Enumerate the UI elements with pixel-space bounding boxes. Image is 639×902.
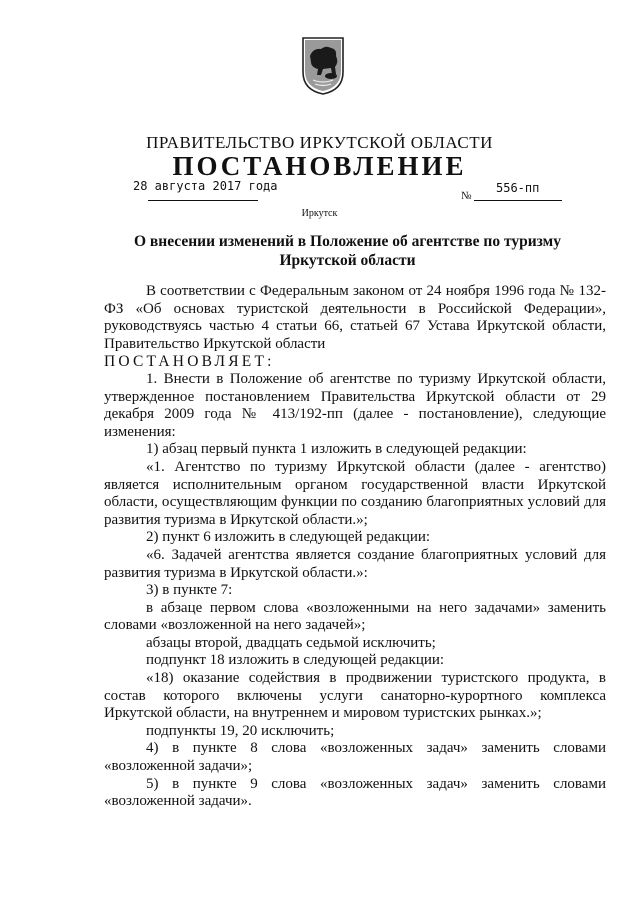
decree-word: ПОСТАНОВЛЯЕТ: — [104, 353, 275, 371]
quoted-paragraph-18: «18) оказание содействия в продвижении туристского продукта, в состав которого включены услуги санаторно-курортного комплекса Иркутской области, на внутреннем и мировом туристских рынках.»; — [104, 670, 606, 722]
number-underline — [474, 200, 562, 201]
amendment-paragraph-3: подпункт 18 изложить в следующей редакции: — [146, 652, 445, 669]
subclause-1: 1) абзац первый пункта 1 изложить в следующей редакции: — [146, 441, 527, 458]
quoted-paragraph-6: «6. Задачей агентства является создание благоприятных условий для развития туризма в Иркутской области.»: — [104, 546, 606, 581]
government-name: ПРАВИТЕЛЬСТВО ИРКУТСКОЙ ОБЛАСТИ — [146, 133, 493, 152]
amendment-paragraph-1: в абзаце первом слова «возложенными на него задачами» заменить словами «возложенной на него задачей»; — [104, 599, 606, 634]
document-date: 28 августа 2017 года — [133, 179, 278, 193]
amendment-paragraph-4: подпункты 19, 20 исключить; — [146, 722, 335, 739]
preamble-paragraph: В соответствии с Федеральным законом от 24 ноября 1996 года № 132-ФЗ «Об основах туристской деятельности в Российской Федерации», руководствуясь частью 4 статьи 66, статьей 67 Устава Иркутской области, Правительство Иркутской области — [104, 283, 606, 352]
number-sign: № — [461, 190, 472, 202]
document-title-line-1: О внесении изменений в Положение об агентстве по туризму — [134, 233, 561, 250]
amendment-paragraph-2: абзацы второй, двадцать седьмой исключить; — [146, 634, 436, 651]
document-type: ПОСТАНОВЛЕНИЕ — [172, 151, 467, 181]
subclause-5: 5) в пункте 9 слова «возложенных задач» заменить словами «возложенной задачи». — [104, 775, 606, 810]
subclause-4: 4) в пункте 8 слова «возложенных задач» заменить словами «возложенной задачи»; — [104, 740, 606, 775]
document-title-line-2: Иркутской области — [279, 252, 416, 269]
document-title — [120, 232, 575, 270]
clause-1: 1. Внести в Положение об агентстве по туризму Иркутской области, утвержденное постановлением Правительства Иркутской области от 29 декабря 2009 года № 413/192-пп (далее - постановление), следующие изменения: — [104, 370, 606, 440]
document-number: 556-пп — [496, 181, 540, 195]
subclause-3: 3) в пункте 7: — [146, 582, 233, 599]
subclause-2: 2) пункт 6 изложить в следующей редакции: — [146, 529, 431, 546]
date-underline — [148, 200, 258, 201]
city-name: Иркутск — [301, 208, 338, 219]
coat-of-arms-icon — [301, 36, 345, 96]
quoted-paragraph-1: «1. Агентство по туризму Иркутской области (далее - агентство) является исполнительным органом государственной власти Иркутской области, осуществляющим функции по созданию благоприятных условий для развития туризма в Иркутской области.»; — [104, 458, 606, 528]
document-body — [104, 283, 606, 811]
